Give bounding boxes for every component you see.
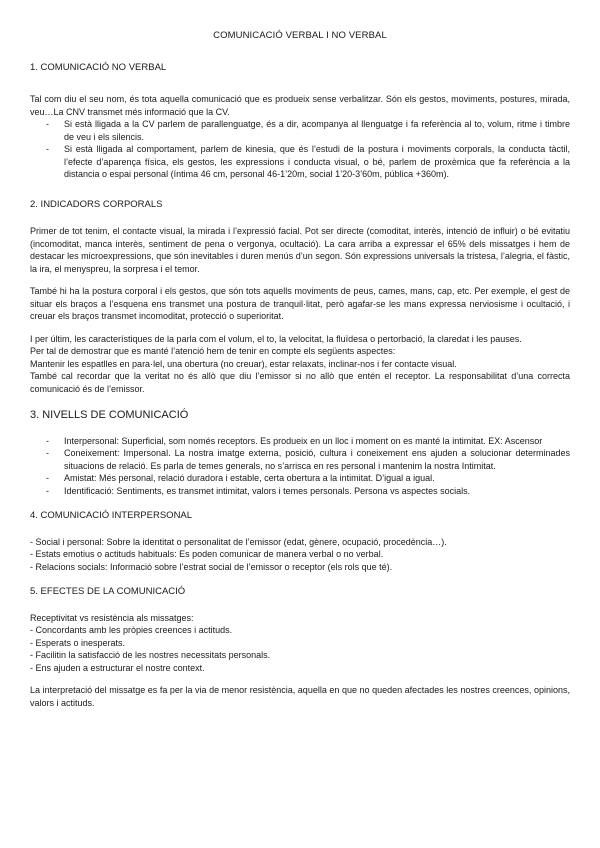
list-item: - Coneixement: Impersonal. La nostra imatge externa, posició, cultura i coneixement ens ajuden a solucionar determinades situacions de relació. Es parla de temes generals, no s’arrisca en res personal i mantenim la nostra Intimitat. (64, 447, 570, 472)
section-2-heading: 2. INDICADORS CORPORALS (30, 198, 163, 210)
section-5-line: - Facilitin la satisfacció de les nostres necessitats personals. (30, 650, 271, 660)
section-2-paragraph: També cal recordar que la veritat no és allò que diu l’emissor si no allò que entén el receptor. La responsabilitat d’una correcta comunicació és de l’emissor. (30, 371, 570, 394)
list-item: - Si està lligada a la CV parlem de parallenguatge, és a dir, acompanya al llenguatge i fa referència al to, volum, ritme i timbre de veu i els silencis. (64, 118, 570, 143)
section-5-lead: Receptivitat vs resistència als missatges: (30, 612, 194, 623)
section-1-list (30, 118, 570, 181)
list-item: - Amistat: Més personal, relació duradora i estable, certa obertura a la intimitat. D’igual a igual. (64, 472, 570, 485)
section-5-line: - Concordants amb les pròpies creences i actituds. (30, 625, 233, 635)
section-1-intro: Tal com diu el seu nom, és tota aquella comunicació que es produeix sense verbalitzar. Són els gestos, moviments, postures, mirada, veu…La CNV transmet més informació que la CV. (30, 94, 570, 117)
document-title: COMUNICACIÓ VERBAL I NO VERBAL (213, 30, 387, 41)
section-2-paragraph: Per tal de demostrar que es manté l’atenció hem de tenir en compte els següents aspectes: (30, 346, 396, 356)
section-4-heading: 4. COMUNICACIÓ INTERPERSONAL (30, 510, 193, 521)
section-2-paragraph: També hi ha la postura corporal i els gestos, que són tots aquells moviments de peus, cames, mans, cap, etc. Per exemple, el gest de situar els braços a l’esquena ens transmet una postura de tranquil·litat, però agafar-se les mans expressa nerviosisme i ocultació, i creuar els braços transmet incomoditat, protecció o superioritat. (30, 286, 570, 321)
section-1-heading: 1. COMUNICACIÓ NO VERBAL (30, 61, 167, 73)
section-4-line: - Estats emotius o actituds habituals: Es poden comunicar de manera verbal o no verbal. (30, 549, 384, 559)
section-2-paragraph: Primer de tot tenim, el contacte visual, la mirada i l’expressió facial. Pot ser directe (comoditat, interès, intenció de influir) o bé evitatiu (incomoditat, manca interès, sentiment de pena o vergonya, ocultació). La cara arriba a expressar el 65% dels missatges i hem de destacar les microexpressions, que són inevitables i duren menús d’un segon. Són expressions universals la tristesa, l’alegria, el fàstic, la ira, el menyspreu, la sorpresa i el temor. (30, 226, 570, 274)
section-5-line: - Ens ajuden a estructurar el nostre context. (30, 662, 205, 673)
section-3-list (30, 435, 570, 498)
section-5-closing: La interpretació del missatge es fa per la via de menor resistència, aquella en que no queden afectades les nostres creences, opinions, valors i actituds. (30, 685, 570, 708)
section-2-paragraph: I per últim, les característiques de la parla com el volum, el to, la velocitat, la fluïdesa o pertorbació, la claredat i les pauses. (30, 333, 522, 344)
section-3-heading: 3. NIVELLS DE COMUNICACIÓ (30, 409, 189, 421)
list-item: - Interpersonal: Superficial, som només receptors. Es produeix en un lloc i moment on es manté la intimitat. EX: Ascensor (64, 435, 570, 448)
list-item: - Si està lligada al comportament, parlem de kinesia, que és l’estudi de la postura i moviments corporals, la conducta tàctil, l’efecte d’aparença física, els gestos, les expressions i conducta visual, o bé, parlem de proxèmica que fa referència a la distancia o espai personal (íntima 46 cm, personal 46-1’20m, social 1’20-3’60m, pública +360m). (64, 143, 570, 181)
section-5-heading: 5. EFECTES DE LA COMUNICACIÓ (30, 586, 186, 597)
section-4-line: - Relacions socials: Informació sobre l’estrat social de l’emissor o receptor (els rols que té). (30, 561, 393, 572)
section-2-paragraph: Mantenir les espatlles en para·lel, una obertura (no creuar), estar relaxats, inclinar-nos i fer contacte visual. (30, 358, 457, 369)
list-item: - Identificació: Sentiments, es transmet intimitat, valors i temes personals. Persona vs aspectes socials. (64, 485, 570, 498)
section-5-line: - Esperats o inesperats. (30, 637, 126, 648)
section-4-line: - Social i personal: Sobre la identitat o personalitat de l’emissor (edat, gènere, ocupació, procedència…). (30, 536, 447, 547)
